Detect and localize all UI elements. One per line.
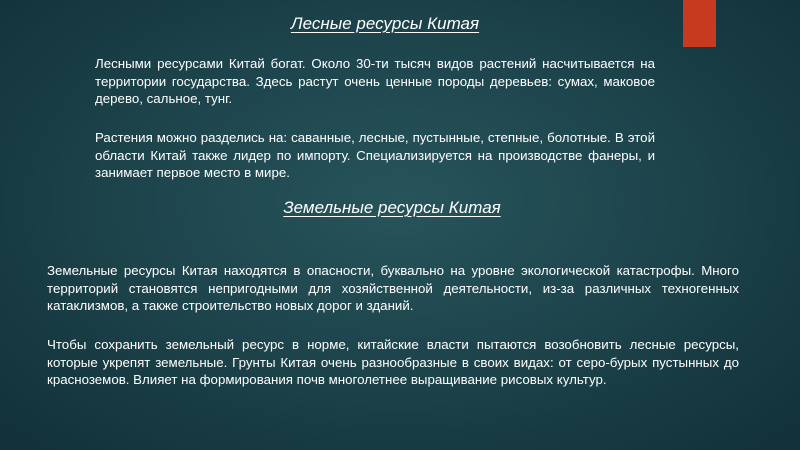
land-paragraph-2: Чтобы сохранить земельный ресурс в норме, китайские власти пытаются возобновить лесные ресурсы, которые укрепят земельные. Грунты Китая очень разнообразные в своих видах: от серо-бурых пустынных до красноземов. Влияет на формирования почв многолетнее выращивание рисовых культур. bbox=[47, 337, 739, 388]
land-paragraph-1: Земельные ресурсы Китая находятся в опасности, буквально на уровне экологической катастрофы. Много территорий становятся непригодными для хозяйственной деятельности, из-за различных техногенных катаклизмов, а также строительство новых дорог и зданий. bbox=[47, 263, 739, 314]
land-resources-heading: Земельные ресурсы Китая bbox=[283, 198, 501, 217]
forest-paragraph-2: Растения можно разделись на: саванные, лесные, пустынные, степные, болотные. В этой области Китай также лидер по импорту. Специализируется на производстве фанеры, и занимает первое место в мире. bbox=[95, 130, 655, 181]
forest-paragraph-1: Лесными ресурсами Китай богат. Около 30-ти тысяч видов растений насчитывается на территории государства. Здесь растут очень ценные породы деревьев: сумах, маковое дерево, сальное, тунг. bbox=[95, 56, 655, 107]
forest-resources-heading: Лесные ресурсы Китая bbox=[290, 14, 480, 33]
